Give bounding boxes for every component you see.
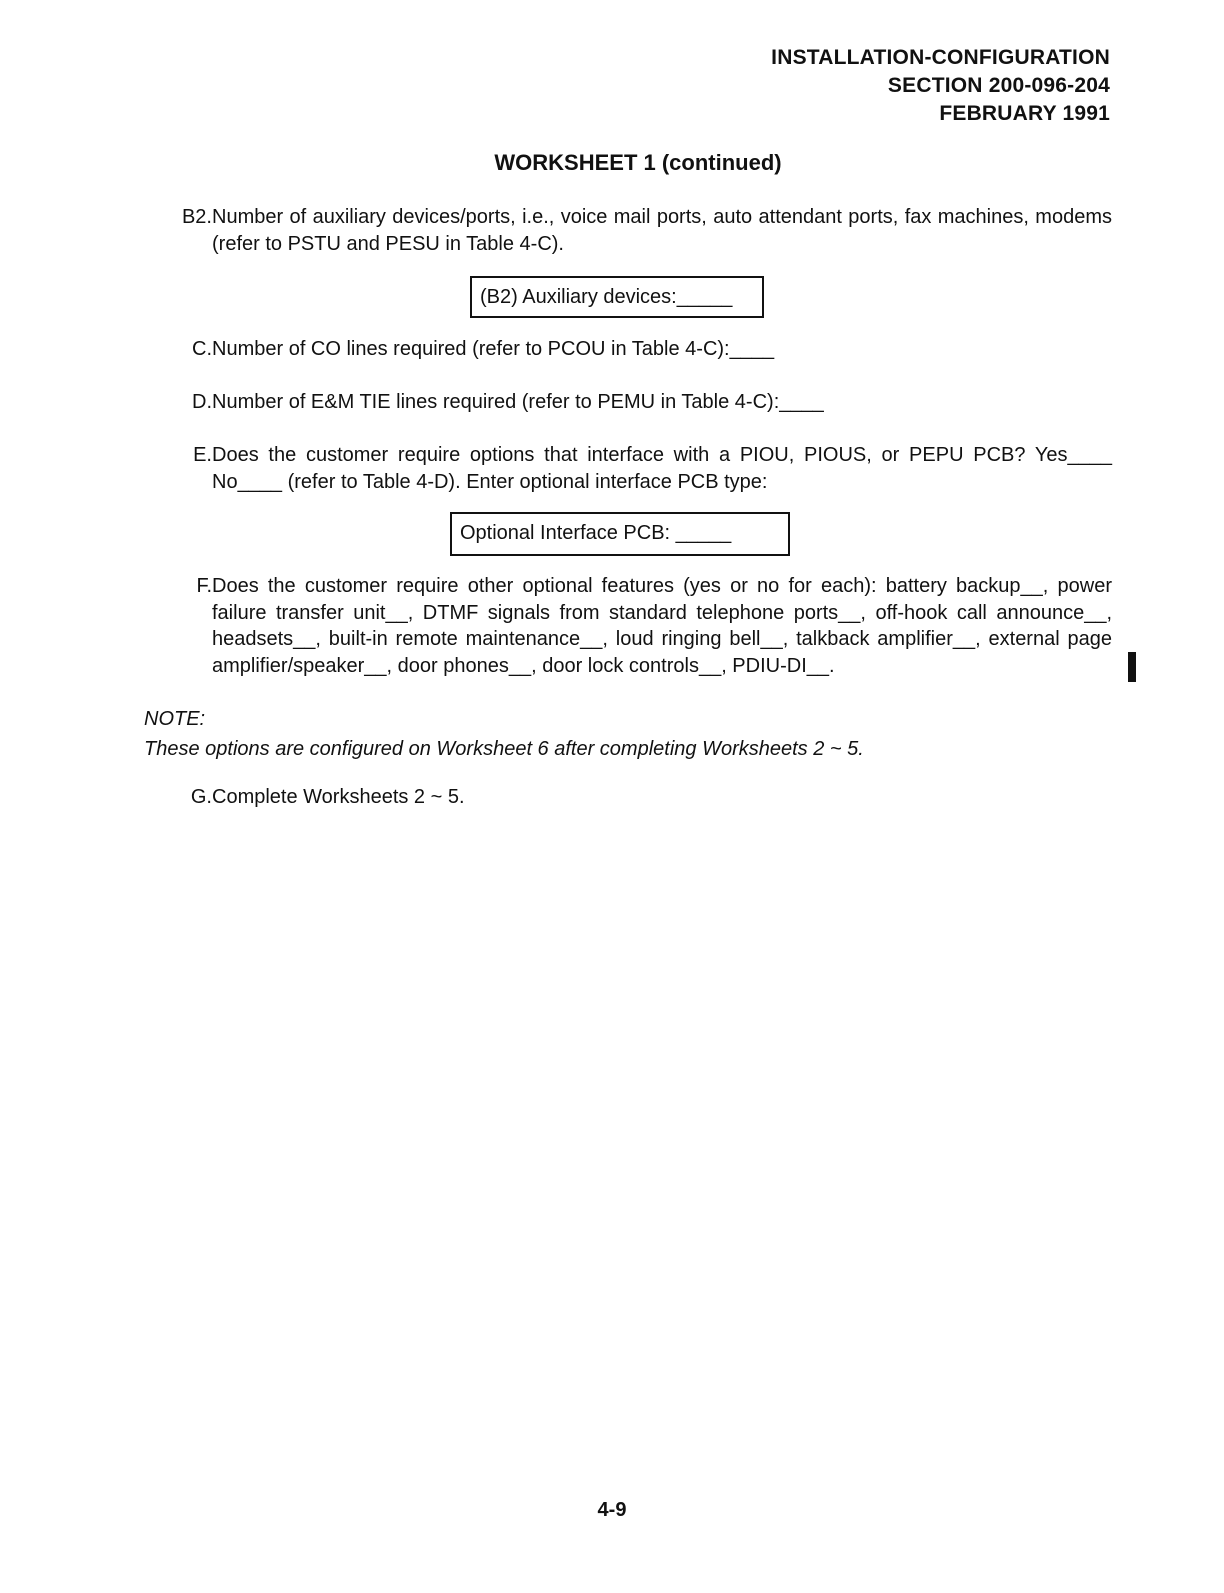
item-e-label: E. bbox=[193, 444, 212, 466]
item-d-text: Number of E&M TIE lines required (refer to PEMU in Table 4-C):____ bbox=[212, 391, 824, 413]
item-e-text: Does the customer require options that interface with a PIOU, PIOUS, or PEPU PCB? Yes____ No____ (refer to Table 4-D). Enter optional interface PCB type: bbox=[212, 444, 1112, 493]
item-b2-text: Number of auxiliary devices/ports, i.e., voice mail ports, auto attendant ports, fax machines, modems (refer to PSTU and PESU in Table 4-C). bbox=[212, 206, 1112, 255]
item-f bbox=[168, 573, 1112, 679]
note-heading: NOTE: bbox=[144, 708, 206, 730]
note-block bbox=[144, 704, 864, 764]
item-d bbox=[168, 389, 1112, 416]
item-c-text: Number of CO lines required (refer to PCOU in Table 4-C):____ bbox=[212, 338, 775, 360]
header-date: FEBRUARY 1991 bbox=[939, 102, 1110, 125]
worksheet-title: WORKSHEET 1 (continued) bbox=[494, 150, 782, 175]
item-b2 bbox=[168, 204, 1112, 257]
note-text: These options are configured on Worksheet 6 after completing Worksheets 2 ~ 5. bbox=[144, 738, 864, 760]
header-section-title: INSTALLATION-CONFIGURATION bbox=[771, 46, 1110, 69]
item-g-label: G. bbox=[190, 786, 212, 808]
item-f-text: Does the customer require other optional features (yes or no for each): battery backup__, power failure transfer unit__, DTMF signals from standard telephone ports__, off-hook call announce__, headsets__, built-in remote maintenance__, loud ringing bell__, talkback amplifier__, external page amplifier/speaker__, door phones__, door lock controls__, PDIU-DI__. bbox=[212, 575, 1112, 677]
document-header bbox=[771, 44, 1110, 128]
item-c bbox=[168, 336, 1112, 363]
item-f-label: F. bbox=[196, 575, 212, 597]
item-e bbox=[168, 442, 1112, 495]
revision-change-bar bbox=[1128, 652, 1136, 682]
header-section-number: SECTION 200-096-204 bbox=[887, 74, 1110, 97]
item-d-label: D. bbox=[192, 391, 212, 413]
item-g-text: Complete Worksheets 2 ~ 5. bbox=[212, 786, 465, 808]
item-g bbox=[168, 784, 1112, 811]
auxiliary-devices-box[interactable]: (B2) Auxiliary devices:_____ bbox=[470, 276, 764, 318]
item-b2-label: B2. bbox=[181, 206, 212, 228]
page-number: 4-9 bbox=[597, 1499, 627, 1521]
item-c-label: C. bbox=[192, 338, 212, 360]
optional-interface-pcb-box[interactable]: Optional Interface PCB: _____ bbox=[450, 512, 790, 556]
